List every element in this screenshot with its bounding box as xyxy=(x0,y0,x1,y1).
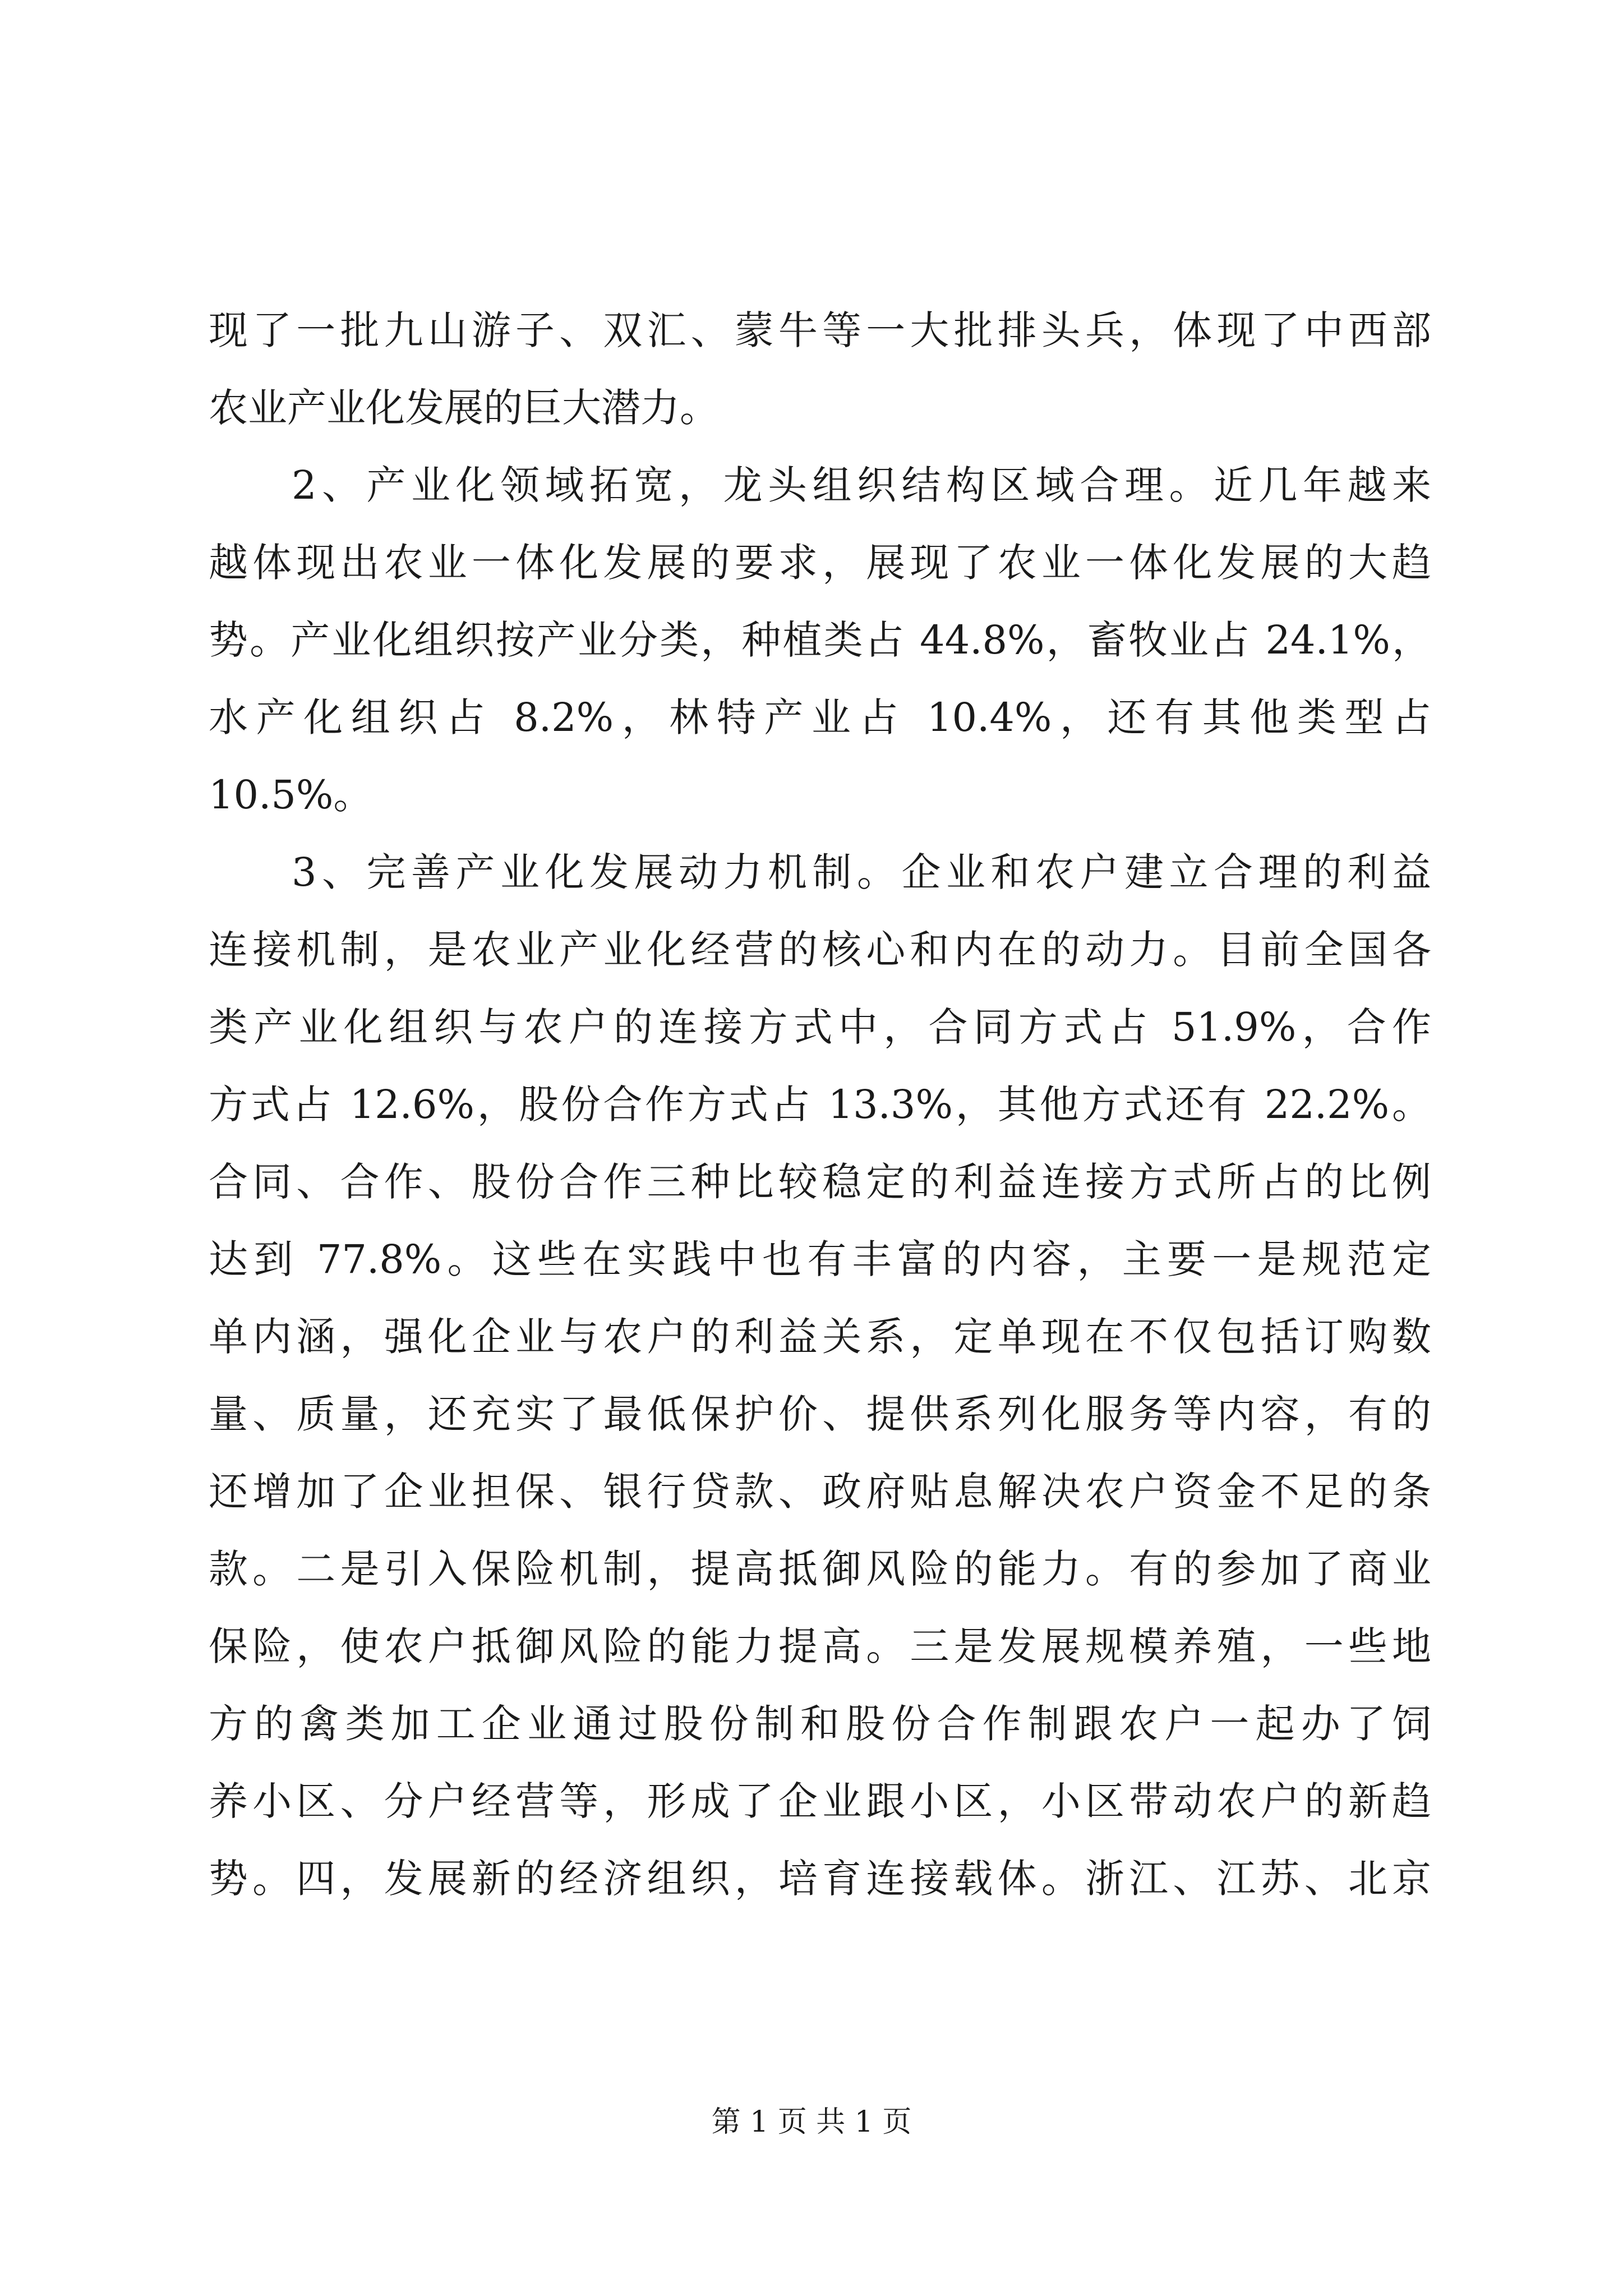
text-line: 款。二是引入保险机制，提高抵御风险的能力。有的参加了商业 xyxy=(209,1546,1431,1592)
text-line: 达到 77.8%。这些在实践中也有丰富的内容，主要一是规范定 xyxy=(209,1236,1431,1282)
text-line: 现了一批九山游子、双汇、蒙牛等一大批排头兵，体现了中西部 xyxy=(209,307,1431,353)
text-line: 农业产业化发展的巨大潜力。 xyxy=(209,385,719,431)
text-line: 方式占 12.6%，股份合作方式占 13.3%，其他方式还有 22.2%。 xyxy=(209,1082,1431,1128)
text-line: 10.5%。 xyxy=(209,772,373,818)
text-line: 保险，使农户抵御风险的能力提高。三是发展规模养殖，一些地 xyxy=(209,1623,1431,1669)
text-line: 合同、合作、股份合作三种比较稳定的利益连接方式所占的比例 xyxy=(209,1159,1431,1205)
text-line: 类产业化组织与农户的连接方式中，合同方式占 51.9%，合作 xyxy=(209,1004,1431,1050)
text-line: 量、质量，还充实了最低保护价、提供系列化服务等内容，有的 xyxy=(209,1391,1431,1437)
paragraph-start-line: 2、产业化领域拓宽，龙头组织结构区域合理。近几年越来 xyxy=(292,462,1431,508)
text-line: 越体现出农业一体化发展的要求，展现了农业一体化发展的大趋 xyxy=(209,540,1431,586)
text-line: 单内涵，强化企业与农户的利益关系，定单现在不仅包括订购数 xyxy=(209,1314,1431,1360)
text-line: 养小区、分户经营等，形成了企业跟小区，小区带动农户的新趋 xyxy=(209,1778,1431,1824)
document-body xyxy=(209,292,1431,1917)
text-line: 连接机制，是农业产业化经营的核心和内在的动力。目前全国各 xyxy=(209,927,1431,973)
text-line: 水产化组织占 8.2%，林特产业占 10.4%，还有其他类型占 xyxy=(209,694,1431,740)
paragraph-start-line: 3、完善产业化发展动力机制。企业和农户建立合理的利益 xyxy=(292,849,1431,895)
text-line: 方的禽类加工企业通过股份制和股份合作制跟农户一起办了饲 xyxy=(209,1701,1431,1747)
page-number-footer: 第 1 页 共 1 页 xyxy=(711,2105,912,2139)
text-line: 还增加了企业担保、银行贷款、政府贴息解决农户资金不足的条 xyxy=(209,1469,1431,1515)
text-line: 势。四，发展新的经济组织，培育连接载体。浙江、江苏、北京 xyxy=(209,1856,1431,1902)
text-line: 势。产业化组织按产业分类，种植类占 44.8%，畜牧业占 24.1%， xyxy=(209,617,1431,663)
